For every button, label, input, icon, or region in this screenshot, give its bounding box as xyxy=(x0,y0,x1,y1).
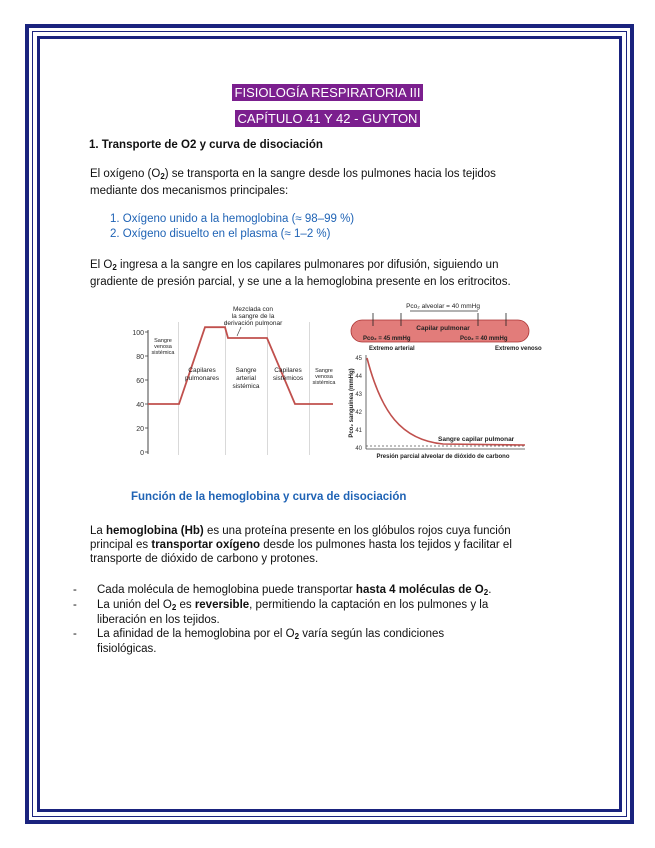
region-label: sistémica xyxy=(151,350,175,356)
region-label: sistémica xyxy=(232,383,260,390)
x-axis-label: Presión parcial alveolar de dióxido de carbono xyxy=(376,454,510,460)
list-item: 2. Oxígeno disuelto en el plasma (≈ 1–2 %) xyxy=(110,228,331,240)
annotation-label: Mezclada con xyxy=(232,306,274,313)
region-label: Sangre xyxy=(235,367,257,374)
y-tick: 20 xyxy=(136,426,144,433)
y-tick: 43 xyxy=(355,392,362,398)
y-tick: 40 xyxy=(136,402,144,409)
region-label: pulmonares xyxy=(185,375,219,382)
capillary-label: Capilar pulmonar xyxy=(416,325,470,332)
bullet-dash: - xyxy=(73,628,77,640)
region-label: sistémicos xyxy=(272,375,304,382)
intro-paragraph: El oxígeno $(O_2)$ se transporta en la sangre desde los pulmones hacia los tejidos mediante dos mecanismos principales: xyxy=(90,168,496,197)
y-tick: 60 xyxy=(136,378,144,385)
po2-curve xyxy=(148,327,333,404)
region-label: Capilares xyxy=(188,367,216,374)
pco2-capillary-figure xyxy=(343,300,542,465)
annotation-label: la sangre de la xyxy=(231,313,275,320)
region-label: venosa xyxy=(154,344,172,350)
po2-profile-figure xyxy=(125,302,340,464)
chapter-title: CAPÍTULO 41 Y 42 - GUYTON xyxy=(0,111,655,126)
diffusion-paragraph: El $O_2$ ingresa a la sangre en los capilares pulmonares por difusión, siguiendo un gradiente de presión parcial, y se une a la hemoglobina presente en los eritrocitos. xyxy=(90,259,511,288)
y-tick: 42 xyxy=(355,410,362,416)
region-label: arterial xyxy=(236,375,256,382)
list-item: La afinidad de la hemoglobina por el $O_2$ varía según las condiciones fisiológicas. xyxy=(97,628,445,655)
venous-end-label: Extremo venoso xyxy=(495,346,542,352)
y-axis-label: Pco₂ sanguínea (mmHg) xyxy=(349,368,355,438)
bullet-dash: - xyxy=(73,599,77,611)
curve-label: Sangre capilar pulmonar xyxy=(438,436,515,443)
hemoglobin-paragraph: La hemoglobina (Hb) es una proteína presente en los glóbulos rojos cuya función principal es transportar oxígeno desde los pulmones hasta los tejidos y facilitar el transporte de dióxido de carbono y protones. xyxy=(90,525,512,565)
mechanism-list xyxy=(110,212,354,242)
alveolar-pco2-label: Pco₂ alveolar = 40 mmHg xyxy=(406,303,480,310)
y-tick: 45 xyxy=(355,356,362,362)
pco2-arterial-label: Pco₂ = 45 mmHg xyxy=(363,336,411,342)
section-heading-hemoglobin: Función de la hemoglobina y curva de disociación xyxy=(131,491,407,503)
bullet-dash: - xyxy=(73,584,77,596)
pco2-venous-label: Pco₂ = 40 mmHg xyxy=(460,336,508,342)
list-item: Cada molécula de hemoglobina puede transportar hasta 4 moléculas de $O_2$. xyxy=(97,584,492,597)
section-heading-transport: 1. Transporte de O2 y curva de disociación xyxy=(89,139,323,151)
region-label: sistémica xyxy=(312,380,336,386)
y-tick: 0 xyxy=(140,450,144,457)
region-label: Sangre xyxy=(154,338,172,344)
y-tick: 44 xyxy=(355,374,362,380)
region-label: Sangre xyxy=(315,368,333,374)
pco2-decay-curve xyxy=(367,358,525,445)
region-label: Capilares xyxy=(274,367,302,374)
y-tick: 80 xyxy=(136,354,144,361)
y-tick: 41 xyxy=(355,428,362,434)
y-tick: 40 xyxy=(355,446,362,452)
annotation-label: derivación pulmonar xyxy=(223,320,283,327)
arterial-end-label: Extremo arterial xyxy=(369,346,415,352)
y-tick: 100 xyxy=(132,330,144,337)
document-title: FISIOLOGÍA RESPIRATORIA III xyxy=(0,85,655,100)
list-item: La unión del $O_2$ es reversible, permitiendo la captación en los pulmones y la liberación en los tejidos. xyxy=(97,599,489,626)
list-item: 1. Oxígeno unido a la hemoglobina (≈ 98–99 %) xyxy=(110,213,355,225)
region-label: venosa xyxy=(315,374,333,380)
